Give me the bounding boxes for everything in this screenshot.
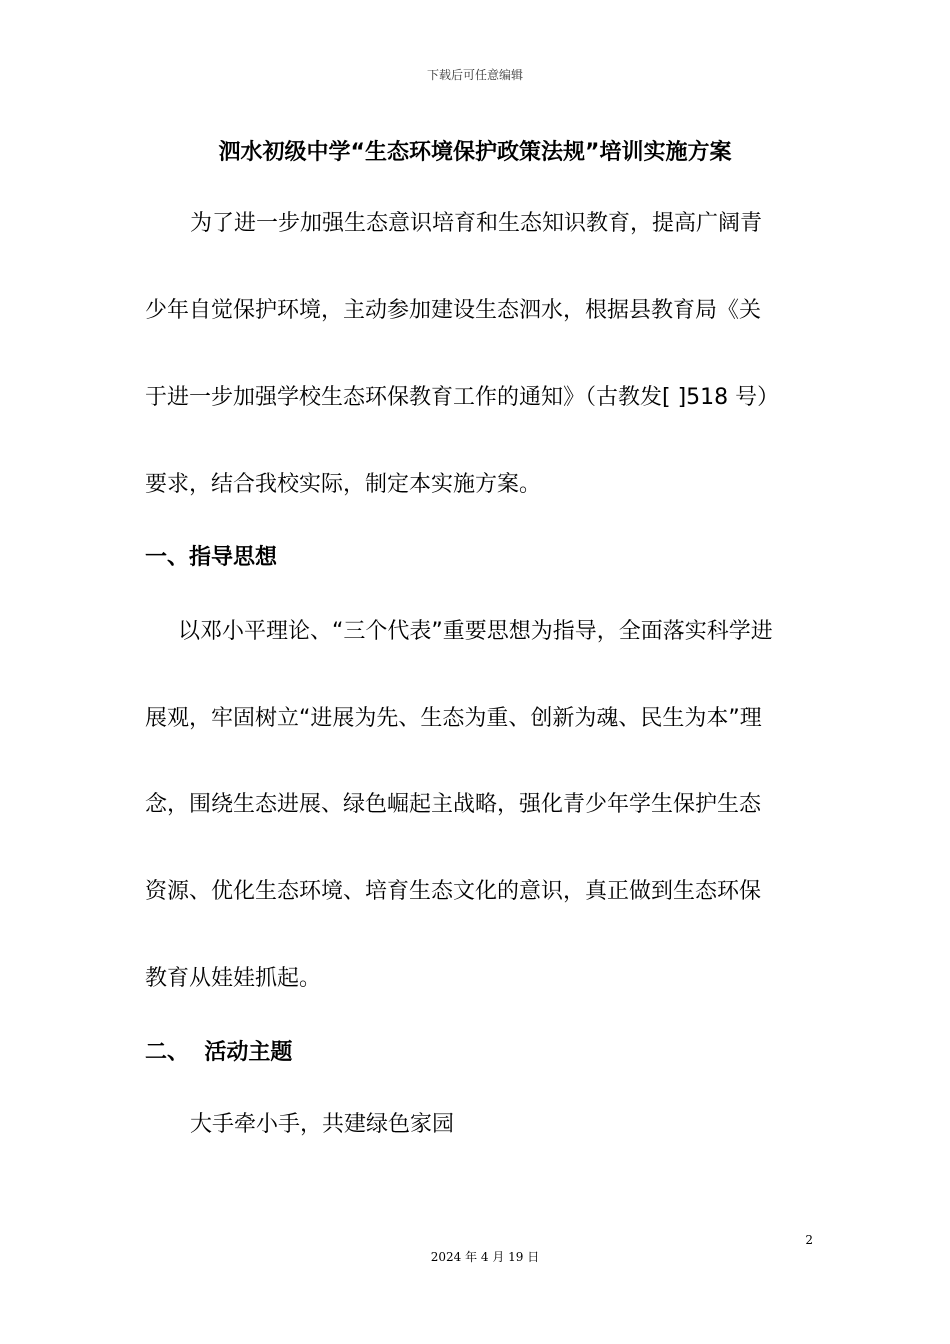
intro-line: 要求，结合我校实际，制定本实施方案。: [145, 472, 542, 497]
section-text-line: 大手牵小手，共建绿色家园: [190, 1112, 455, 1137]
section-text-line: 念，围绕生态进展、绿色崛起主战略，强化青少年学生保护生态: [145, 792, 762, 817]
header-note: 下载后可任意编辑: [426, 68, 523, 82]
page-number: 2: [805, 1233, 813, 1247]
footer-date: 2024 年 4 月 19 日: [430, 1250, 540, 1264]
section-heading-guiding-thought: 一、指导思想: [145, 545, 278, 570]
document-title: 泗水初级中学“生态环境保护政策法规”培训实施方案: [218, 140, 732, 165]
section-heading-activity-theme: 二、 活动主题: [145, 1040, 293, 1065]
section-text-line: 教育从娃娃抓起。: [145, 966, 322, 991]
section-text-line: 资源、优化生态环境、培育生态文化的意识，真正做到生态环保: [145, 879, 762, 904]
intro-line: 为了进一步加强生态意识培育和生态知识教育，提高广阔青: [190, 211, 763, 236]
section-text-line: 展观，牢固树立“进展为先、生态为重、创新为魂、民生为本”理: [145, 706, 762, 731]
section-text-line: 以邓小平理论、“三个代表”重要思想为指导，全面落实科学进: [178, 619, 773, 644]
intro-line: 少年自觉保护环境，主动参加建设生态泗水，根据县教育局《关: [145, 298, 762, 323]
intro-line: 于进一步加强学校生态环保教育工作的通知》（古教发[ ]518 号）: [145, 385, 780, 410]
